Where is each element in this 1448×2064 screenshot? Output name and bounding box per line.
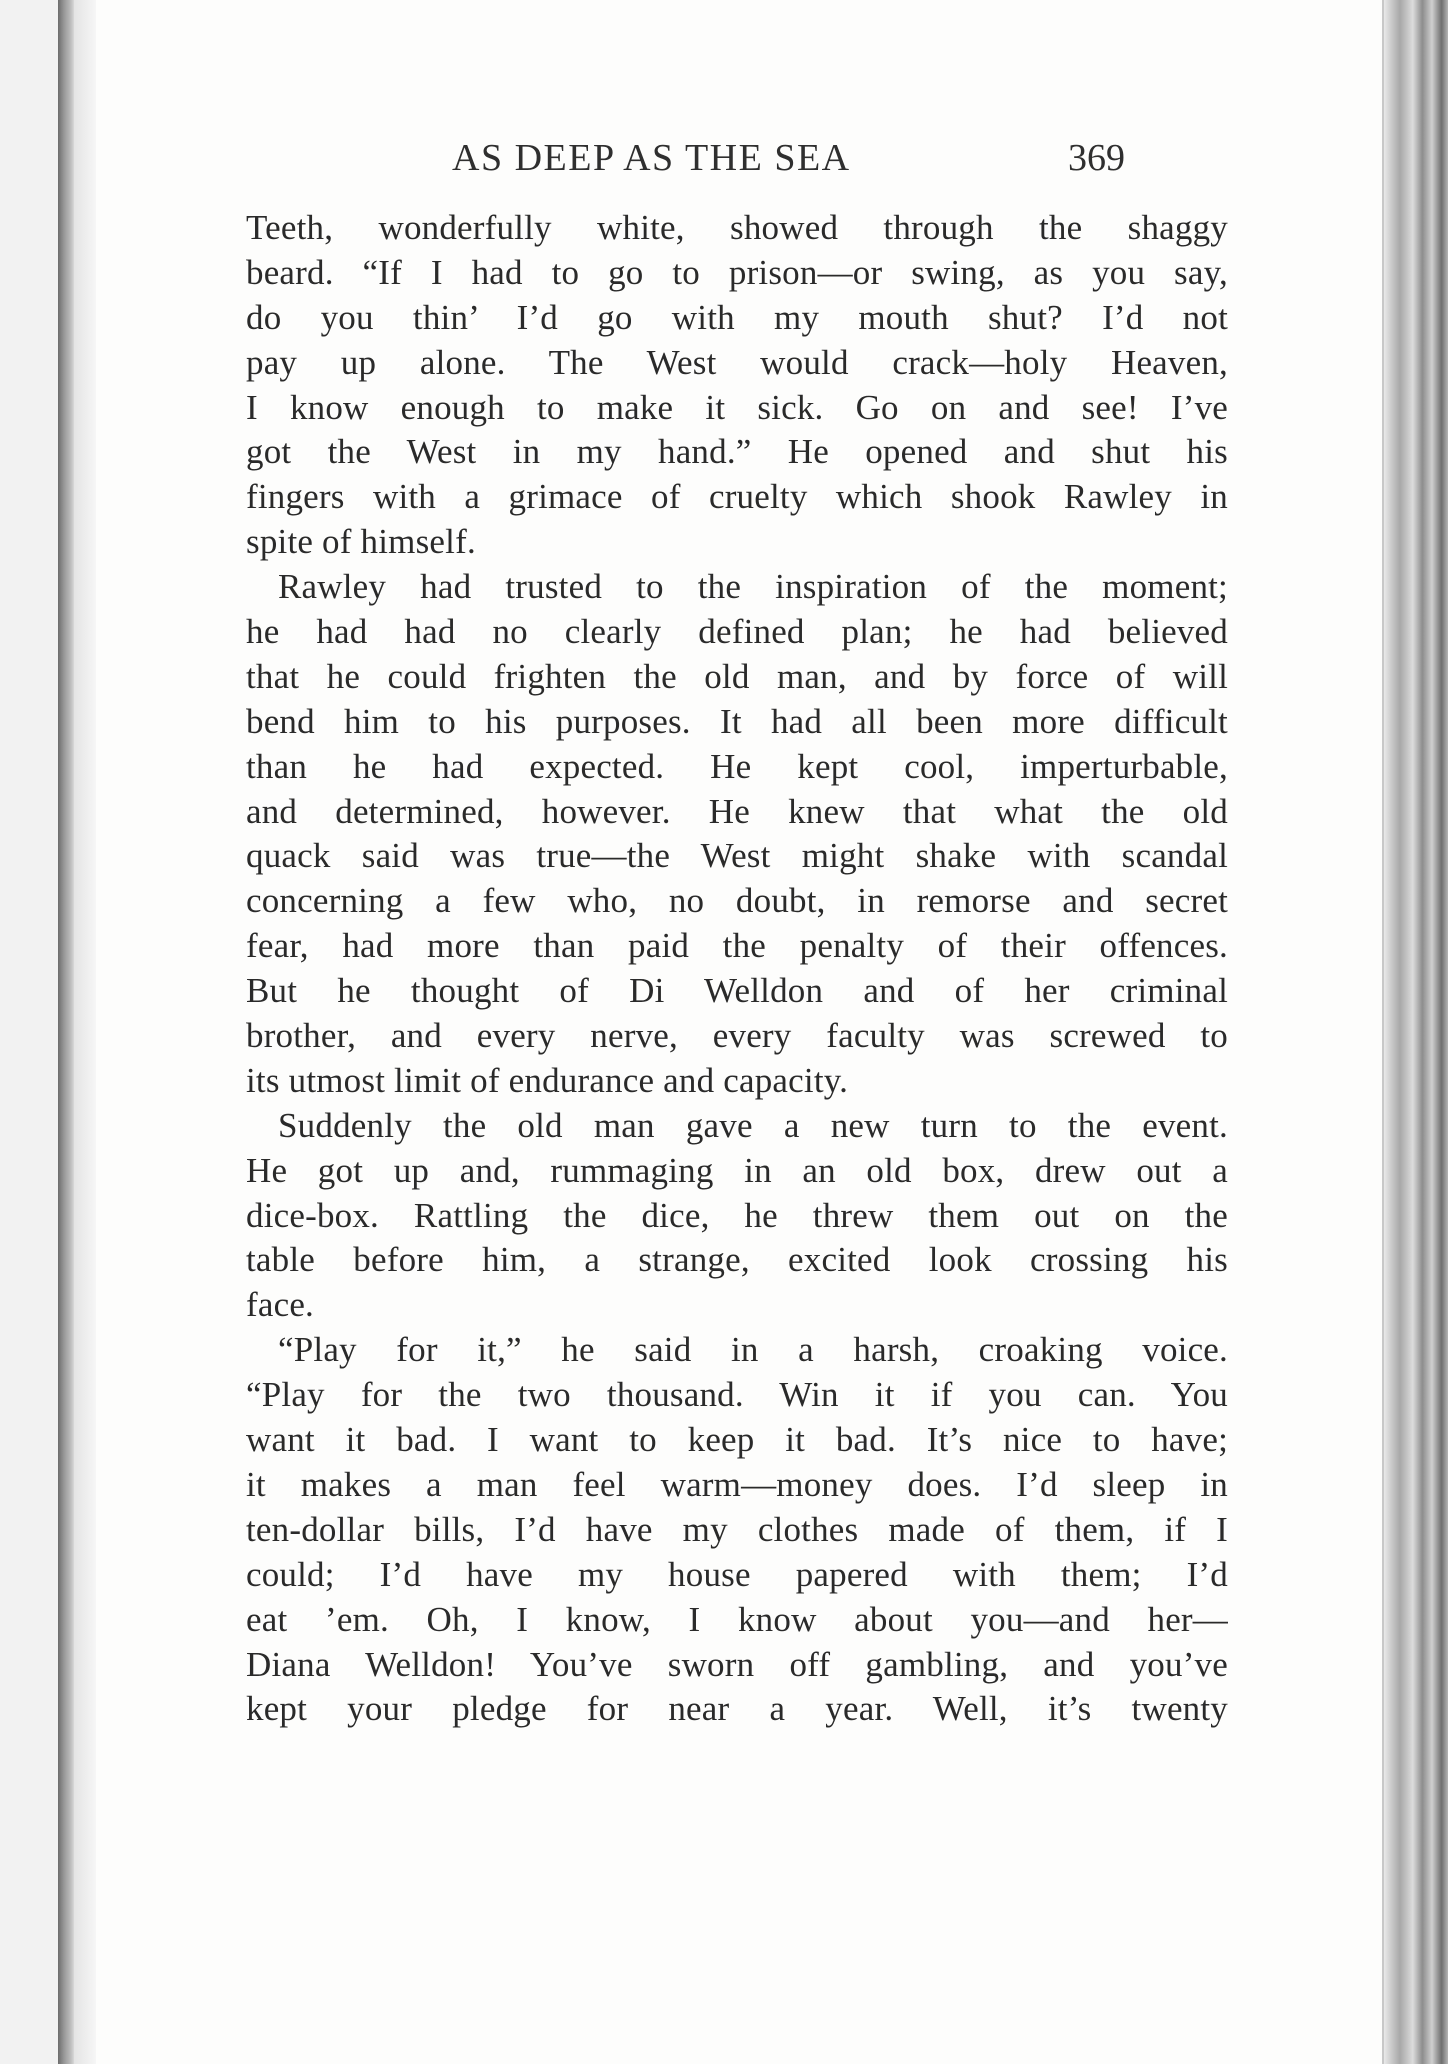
text-line: want it bad. I want to keep it bad. It’s nice to have; [246,1420,1228,1460]
text-line: could; I’d have my house papered with them; I’d [246,1554,1228,1594]
book-gutter [74,0,96,2064]
text-line: brother, and every nerve, every faculty was screwed to [246,1016,1228,1056]
page-number: 369 [1068,137,1125,179]
text-line: spite of himself. [246,522,476,562]
text-line: Suddenly the old man gave a new turn to the event. [278,1105,1228,1145]
text-line: than he had expected. He kept cool, imperturbable, [246,746,1228,786]
text-line: Teeth, wonderfully white, showed through the shaggy [246,208,1228,247]
text-line: and determined, however. He knew that what the old [246,791,1228,831]
text-line: fingers with a grimace of cruelty which shook Rawley in [246,477,1228,517]
text-line: dice-box. Rattling the dice, he threw them out on the [246,1195,1228,1235]
text-line: beard. “If I had to go to prison—or swing, as you say, [246,252,1228,292]
text-line: do you thin’ I’d go with my mouth shut? I’d not [246,297,1228,337]
text-line: He got up and, rummaging in an old box, drew out a [246,1150,1228,1190]
text-line: bend him to his purposes. It had all been more difficult [246,701,1228,741]
text-line: “Play for it,” he said in a harsh, croaking voice. [278,1330,1228,1370]
running-head [96,136,1384,186]
text-line: face. [246,1285,315,1325]
book-spine-outer [0,0,58,2064]
text-line: pay up alone. The West would crack—holy Heaven, [246,342,1228,382]
book-spine-shadow [58,0,74,2064]
text-line: But he thought of Di Welldon and of her criminal [246,971,1228,1011]
text-line: its utmost limit of endurance and capacity. [246,1060,849,1100]
text-line: table before him, a strange, excited look crossing his [246,1240,1228,1280]
running-head-title: AS DEEP AS THE SEA [452,137,851,179]
text-line: “Play for the two thousand. Win it if you can. You [246,1375,1228,1415]
text-line: he had had no clearly defined plan; he had believed [246,612,1228,652]
text-line: I know enough to make it sick. Go on and see! I’ve [246,387,1228,427]
text-line: ten-dollar bills, I’d have my clothes made of them, if I [246,1509,1228,1549]
body-text [246,206,1228,1732]
text-line: fear, had more than paid the penalty of their offences. [246,926,1228,966]
text-line: it makes a man feel warm—money does. I’d sleep in [246,1464,1228,1504]
text-line: that he could frighten the old man, and by force of will [246,656,1228,696]
text-line: kept your pledge for near a year. Well, it’s twenty [246,1689,1228,1729]
text-line: eat ’em. Oh, I know, I know about you—and her— [246,1599,1228,1639]
book-page [96,0,1384,2064]
text-line: concerning a few who, no doubt, in remorse and secret [246,881,1228,921]
text-line: Diana Welldon! You’ve sworn off gambling, and you’ve [246,1644,1228,1684]
text-line: quack said was true—the West might shake with scandal [246,836,1228,876]
text-line: Rawley had trusted to the inspiration of the moment; [278,567,1228,607]
text-line: got the West in my hand.” He opened and shut his [246,432,1228,472]
page-stack-edge [1384,0,1448,2064]
